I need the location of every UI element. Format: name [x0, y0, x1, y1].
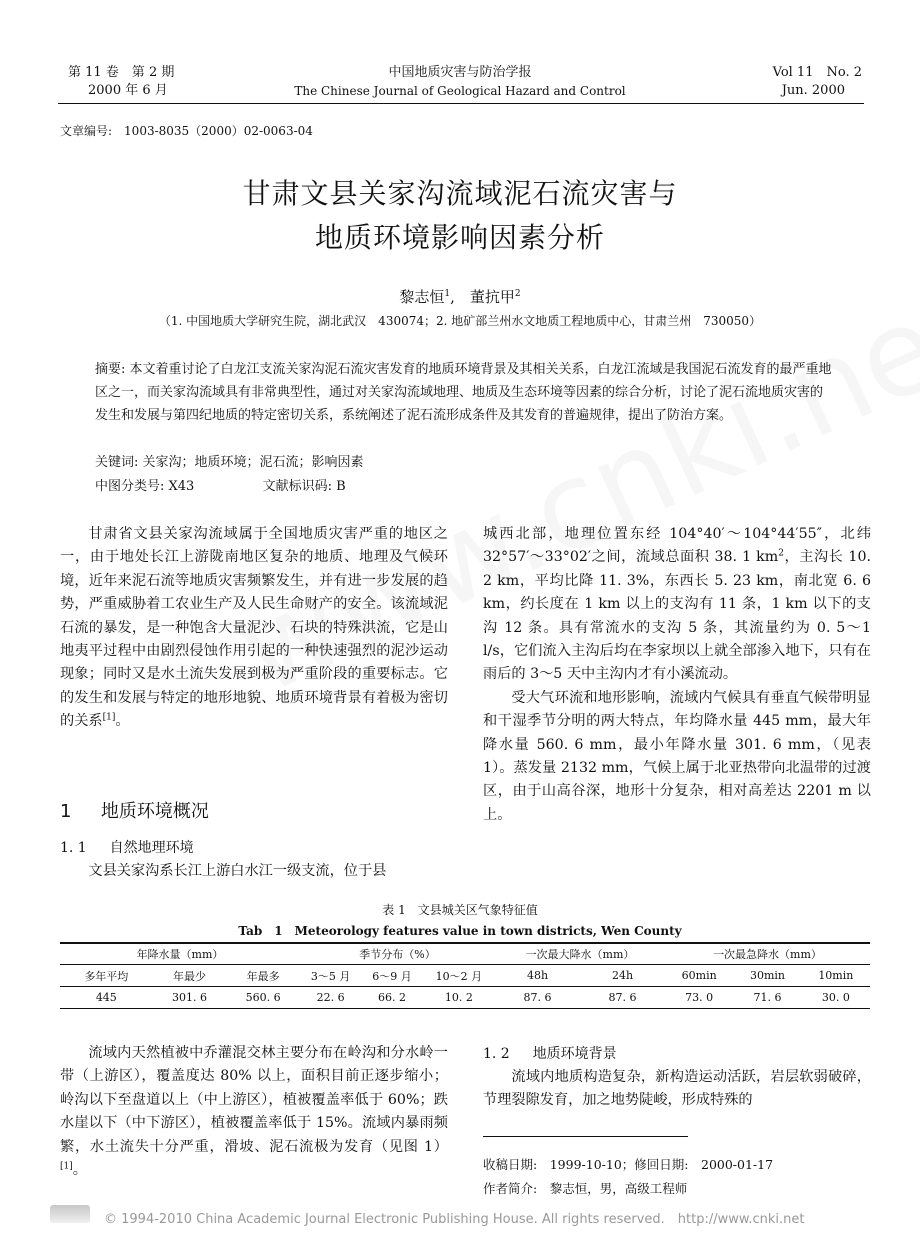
vegetation-end: 。: [72, 1162, 87, 1179]
table-column-header: 30min: [749, 969, 785, 982]
footnote-rule: [483, 1136, 688, 1137]
doc-code-label: 文献标识码:: [262, 479, 332, 494]
intro-end: 。: [115, 713, 130, 730]
section-1-1-title: 自然地理环境: [109, 840, 194, 856]
volume-issue-cn: 第 11 卷 第 2 期: [68, 65, 175, 80]
area-superscript: 2: [778, 548, 784, 559]
volume-issue-en: Vol 11 No. 2: [772, 65, 862, 80]
clc-value: X43: [168, 479, 195, 494]
table-cell: 560. 6: [245, 991, 281, 1004]
received-date: 收稿日期: 1999-10-10；修回日期: 2000-01-17: [483, 1157, 774, 1172]
natural-geo-paragraph: 文县关家沟系长江上游白水江一级支流，位于县: [88, 863, 387, 879]
table-column-header: 10～2 月: [435, 969, 483, 983]
abstract: [95, 358, 835, 427]
author-bio: 作者简介: 黎志恒，男，高级工程师: [483, 1181, 688, 1196]
section-1-2-heading: [483, 1043, 617, 1063]
vegetation-column: [60, 1042, 448, 1182]
affiliations: （1. 中国地质大学研究生院，湖北武汉 430074；2. 地矿部兰州水文地质工程地质中心，甘肃兰州 730050）: [158, 314, 762, 328]
keywords-text: 关家沟；地质环境；泥石流；影响因素: [142, 455, 364, 470]
table-cell: 30. 0: [821, 991, 850, 1004]
table-cell: 10. 2: [444, 991, 473, 1004]
table-column-header: 24h: [611, 969, 634, 982]
table-column-header: 60min: [681, 969, 717, 982]
journal-name-en: The Chinese Journal of Geological Hazard and Control: [294, 84, 626, 98]
table-cell: 73. 0: [685, 991, 714, 1004]
section-1-2-number: 1. 2: [483, 1046, 510, 1062]
table-column-header: 48h: [526, 969, 549, 982]
table-column-header: 10min: [818, 969, 854, 982]
vegetation-text: 流域内天然植被中乔灌混交林主要分布在岭沟和分水岭一带（上游区），覆盖度达 80% 以上，面积目前正逐步缩小；岭沟以下至盘道以上（中上游区），植被覆盖率低于 60%；跌水崖以下（中下游区），植被覆盖率低于 15%。流域内暴雨频繁，水土流失十分严重，滑坡、泥石流极为发育（见图 1）: [60, 1045, 448, 1155]
clc-label: 中图分类号:: [95, 479, 165, 494]
geo-location-paragraph: [483, 523, 871, 687]
author-separator: ,: [450, 288, 470, 306]
table-column-row: [60, 965, 870, 987]
table-cell: 445: [95, 991, 117, 1004]
table-group-header: 季节分布（%）: [359, 947, 436, 961]
section-1-heading: [60, 797, 209, 823]
geo-background-paragraph: 流域内地质构造复杂，新构造运动活跃，岩层软弱破碎，节理裂隙发育，加之地势陡峻，形成特殊的: [483, 1069, 871, 1109]
table-group-header: 年降水量（mm）: [136, 947, 224, 961]
article-id: 文章编号: 1003-8035（2000）02-0063-04: [60, 124, 313, 138]
header-rule: [58, 103, 864, 104]
intro-paragraph: [60, 523, 448, 734]
table-cell: 66. 2: [378, 991, 407, 1004]
geo-location-text-a: 城西北部，地理位置东经 104°40′～104°44′55″，北纬 32°57′～33°02′之间，流域总面积 38. 1 km: [483, 526, 871, 566]
table-column-header: 3～5 月: [310, 969, 351, 983]
author-2-affil: 2: [514, 289, 521, 299]
table-column-header: 6～9 月: [372, 969, 412, 983]
table-column-header: 多年平均: [84, 969, 129, 983]
intro-text: 甘肃省文县关家沟流域属于全国地质灾害严重的地区之一，由于地处长江上游陇南地区复杂的地质、地理及气候环境，近年来泥石流等地质灾害频繁发生，并有进一步发展的趋势，严重威胁着工农业生产及人民生命财产的安全。该流域泥石流的暴发，是一种饱含大量泥沙、石块的特殊洪流，它是山地夷平过程中由剧烈侵蚀作用引起的一种快速强烈的泥沙运动现象；同时又是水土流失发展到极为严重阶段的重要标志。它的发生和发展与特定的地形地貌、地质环境背景有着极为密切的关系: [60, 526, 448, 730]
table-group-header: 一次最急降水（mm）: [713, 947, 822, 961]
cnki-logo-icon: [50, 1205, 90, 1223]
left-column-p1: [60, 860, 448, 883]
title-line-2: 地质环境影响因素分析: [314, 221, 605, 254]
table-cell: 301. 6: [171, 991, 207, 1004]
table-group-row: [60, 943, 870, 965]
date-cn: 2000 年 6 月: [88, 83, 168, 98]
right-column: [483, 523, 871, 827]
author-2: 董抗甲: [469, 288, 515, 306]
table-cell: 71. 6: [753, 991, 782, 1004]
table-column-header: 年最少: [172, 969, 206, 983]
author-1: 黎志恒: [399, 288, 445, 306]
vegetation-paragraph: [60, 1042, 448, 1182]
table-cell: 22. 6: [316, 991, 345, 1004]
abstract-label: 摘要:: [95, 362, 126, 377]
keywords: [95, 451, 835, 474]
vegetation-ref: [1]: [60, 1161, 73, 1172]
table-cell: 87. 6: [608, 991, 637, 1004]
table-cell: 87. 6: [523, 991, 552, 1004]
doc-code-value: B: [336, 479, 346, 494]
authors: [0, 286, 920, 307]
table-column-header: 年最多: [246, 969, 280, 983]
left-column: [60, 523, 448, 734]
climate-paragraph: 受大气环流和地形影响，流域内气候具有垂直气候带明显和干湿季节分明的两大特点，年均降水量 445 mm，最大年降水量 560. 6 mm，最小年降水量 301. 6 mm，（见表 1）。蒸发量 2132 mm，气候上属于北亚热带向北温带的过渡区，由于山高谷深，地形十分复杂，相对高差达 2201 m 以上。: [483, 689, 871, 823]
copyright-footer: © 1994-2010 China Academic Journal Electronic Publishing House. All rights reserved. http://www.cnki.net: [104, 1212, 805, 1227]
author-1-affil: 1: [444, 289, 451, 299]
abstract-text: 本文着重讨论了白龙江支流关家沟泥石流灾害发育的地质环境背景及其相关关系，白龙江流域是我国泥石流发育的最严重地区之一，而关家沟流域具有非常典型性，通过对关家沟流域地理、地质及生态环境等因素的综合分析，讨论了泥石流地质灾害的发生和发展与第四纪地质的特定密切关系，系统阐述了泥石流形成条件及其发育的普遍规律，提出了防治方案。: [95, 362, 832, 423]
classification: [95, 475, 835, 498]
table-caption-cn: 表 1 文县城关区气象特征值: [382, 903, 538, 917]
section-1-1-number: 1. 1: [60, 840, 87, 856]
table-row: [60, 987, 870, 1009]
meteorology-table: [60, 943, 870, 1009]
geo-background-column: [483, 1066, 871, 1113]
table-group-header: 一次最大降水（mm）: [525, 947, 635, 961]
date-en: Jun. 2000: [781, 83, 845, 98]
section-1-title: 地质环境概况: [100, 801, 209, 822]
section-1-number: 1: [60, 801, 72, 822]
table-caption-en: Tab 1 Meteorology features value in town districts, Wen County: [238, 924, 682, 938]
journal-name-cn: 中国地质灾害与防治学报: [388, 65, 532, 80]
keywords-label: 关键词:: [95, 455, 139, 470]
section-1-1-heading: [60, 837, 194, 857]
intro-ref: [1]: [102, 712, 116, 723]
section-1-2-title: 地质环境背景: [532, 1046, 617, 1062]
geo-location-text-b: ，主沟长 10. 2 km，平均比降 11. 3%，东西长 5. 23 km，南北宽 6. 6 km，约长度在 1 km 以上的支沟有 11 条，1 km 以下的支沟 12 条。具有常流水的支沟 5 条，其流量约为 0. 5～1 l/s，它们流入主沟后均在李家坝以上就全部渗入地下，只有在雨后的 3～5 天中主沟内才有小溪流动。: [483, 549, 871, 683]
title-line-1: 甘肃文县关家沟流域泥石流灾害与: [242, 177, 678, 210]
